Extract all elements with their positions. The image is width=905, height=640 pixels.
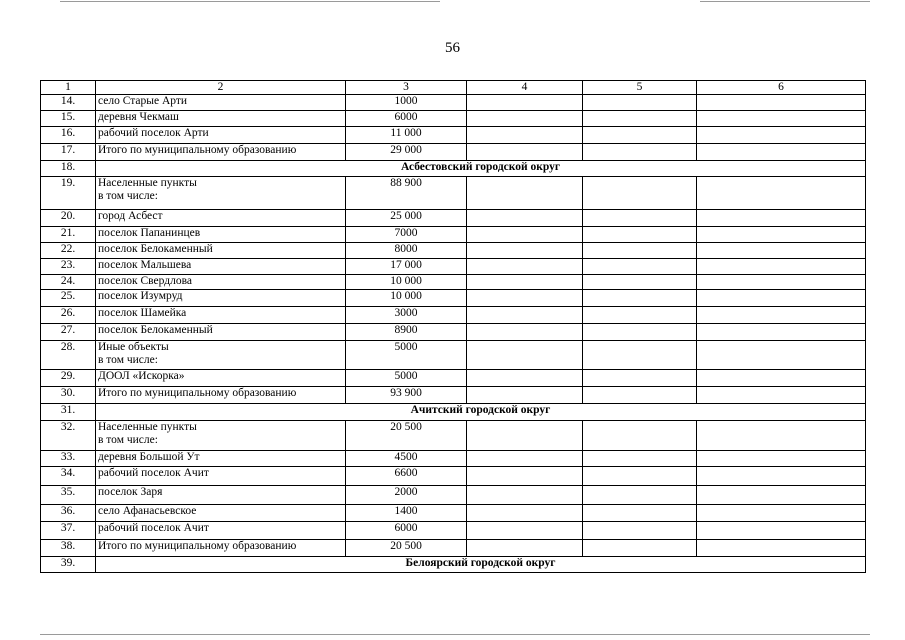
row-name-subline: в том числе:	[98, 434, 158, 446]
row-number: 14.	[41, 95, 96, 111]
row-number: 32.	[41, 421, 96, 451]
row-number: 30.	[41, 387, 96, 404]
row-number: 28.	[41, 341, 96, 370]
row-value: 2000	[346, 486, 467, 505]
row-name-line: поселок Свердлова	[98, 275, 192, 287]
row-value: 1400	[346, 505, 467, 522]
empty-cell-col-5	[583, 259, 697, 275]
row-name-line: село Афанасьевское	[98, 505, 197, 517]
row-value: 20 500	[346, 540, 467, 557]
empty-cell-col-5	[583, 324, 697, 341]
row-name-line: Населенные пункты	[98, 177, 197, 189]
header-col-5: 5	[583, 81, 697, 95]
table-row	[41, 227, 866, 243]
row-number: 22.	[41, 243, 96, 259]
empty-cell-col-4	[467, 486, 583, 505]
row-name-line: поселок Заря	[98, 486, 163, 498]
row-value: 20 500	[346, 421, 467, 451]
row-name	[96, 111, 346, 127]
row-name-line: рабочий поселок Ачит	[98, 467, 209, 479]
row-name	[96, 341, 346, 370]
table-row	[41, 505, 866, 522]
header-col-4: 4	[467, 81, 583, 95]
empty-cell-col-6	[697, 259, 866, 275]
table-row	[41, 324, 866, 341]
row-value: 3000	[346, 307, 467, 324]
row-name-subline: в том числе:	[98, 190, 158, 202]
row-name	[96, 370, 346, 387]
empty-cell-col-5	[583, 421, 697, 451]
table-section-row	[41, 557, 866, 573]
section-title: Белоярский городской округ	[96, 557, 866, 573]
row-name-line: поселок Шамейка	[98, 307, 187, 319]
row-number: 31.	[41, 404, 96, 421]
table-section-row	[41, 161, 866, 177]
row-value: 17 000	[346, 259, 467, 275]
empty-cell-col-5	[583, 177, 697, 210]
row-value: 4500	[346, 451, 467, 467]
row-name	[96, 144, 346, 161]
empty-cell-col-5	[583, 540, 697, 557]
empty-cell-col-6	[697, 290, 866, 307]
row-number: 27.	[41, 324, 96, 341]
row-name	[96, 387, 346, 404]
row-value: 10 000	[346, 275, 467, 290]
row-name-line: Итого по муниципальному образованию	[98, 144, 297, 156]
empty-cell-col-5	[583, 210, 697, 227]
row-name-line: поселок Белокаменный	[98, 243, 213, 255]
empty-cell-col-6	[697, 505, 866, 522]
empty-cell-col-4	[467, 307, 583, 324]
row-number: 21.	[41, 227, 96, 243]
row-value: 8900	[346, 324, 467, 341]
row-name-line: поселок Изумруд	[98, 290, 183, 302]
table-header-row	[41, 81, 866, 95]
empty-cell-col-5	[583, 522, 697, 540]
table-row	[41, 177, 866, 210]
section-title: Ачитский городской округ	[96, 404, 866, 421]
row-name	[96, 467, 346, 486]
empty-cell-col-6	[697, 95, 866, 111]
empty-cell-col-4	[467, 370, 583, 387]
table-body	[41, 81, 866, 573]
empty-cell-col-4	[467, 259, 583, 275]
table-row	[41, 275, 866, 290]
row-name	[96, 522, 346, 540]
empty-cell-col-5	[583, 275, 697, 290]
row-value: 6000	[346, 111, 467, 127]
row-name-line: поселок Мальшева	[98, 259, 192, 271]
scan-edge-top	[60, 1, 440, 2]
empty-cell-col-4	[467, 505, 583, 522]
row-name	[96, 210, 346, 227]
row-name	[96, 307, 346, 324]
empty-cell-col-5	[583, 370, 697, 387]
row-number: 26.	[41, 307, 96, 324]
table-row	[41, 522, 866, 540]
page-number: 56	[445, 40, 460, 56]
row-name	[96, 421, 346, 451]
empty-cell-col-6	[697, 370, 866, 387]
row-number: 25.	[41, 290, 96, 307]
empty-cell-col-4	[467, 540, 583, 557]
empty-cell-col-4	[467, 421, 583, 451]
empty-cell-col-6	[697, 486, 866, 505]
table-row	[41, 259, 866, 275]
empty-cell-col-5	[583, 341, 697, 370]
table-row	[41, 243, 866, 259]
table-row	[41, 307, 866, 324]
header-col-3: 3	[346, 81, 467, 95]
row-name-line: Населенные пункты	[98, 421, 197, 433]
empty-cell-col-6	[697, 387, 866, 404]
row-number: 15.	[41, 111, 96, 127]
empty-cell-col-6	[697, 421, 866, 451]
row-value: 7000	[346, 227, 467, 243]
empty-cell-col-4	[467, 95, 583, 111]
row-name-line: деревня Чекмаш	[98, 111, 179, 123]
empty-cell-col-5	[583, 467, 697, 486]
row-value: 5000	[346, 370, 467, 387]
row-number: 16.	[41, 127, 96, 144]
table-row	[41, 210, 866, 227]
row-name-line: село Старые Арти	[98, 95, 188, 107]
row-name-line: ДООЛ «Искорка»	[98, 370, 185, 382]
section-title: Асбестовский городской округ	[96, 161, 866, 177]
row-number: 18.	[41, 161, 96, 177]
empty-cell-col-6	[697, 540, 866, 557]
empty-cell-col-5	[583, 144, 697, 161]
table-row	[41, 144, 866, 161]
row-name	[96, 451, 346, 467]
table-row	[41, 486, 866, 505]
row-name-line: рабочий поселок Арти	[98, 127, 209, 139]
empty-cell-col-6	[697, 111, 866, 127]
row-number: 38.	[41, 540, 96, 557]
row-number: 36.	[41, 505, 96, 522]
row-name-line: поселок Белокаменный	[98, 324, 213, 336]
row-name	[96, 540, 346, 557]
empty-cell-col-4	[467, 341, 583, 370]
empty-cell-col-6	[697, 307, 866, 324]
empty-cell-col-4	[467, 127, 583, 144]
row-number: 39.	[41, 557, 96, 573]
table-row	[41, 111, 866, 127]
row-name-line: поселок Папанинцев	[98, 227, 201, 239]
row-name-subline: в том числе:	[98, 354, 158, 366]
empty-cell-col-4	[467, 522, 583, 540]
row-value: 8000	[346, 243, 467, 259]
table-row	[41, 370, 866, 387]
row-value: 88 900	[346, 177, 467, 210]
empty-cell-col-6	[697, 210, 866, 227]
row-number: 33.	[41, 451, 96, 467]
header-col-1: 1	[41, 81, 96, 95]
header-col-6: 6	[697, 81, 866, 95]
empty-cell-col-5	[583, 451, 697, 467]
empty-cell-col-5	[583, 290, 697, 307]
empty-cell-col-5	[583, 243, 697, 259]
row-name-line: Итого по муниципальному образованию	[98, 387, 297, 399]
row-number: 19.	[41, 177, 96, 210]
empty-cell-col-6	[697, 127, 866, 144]
row-value: 25 000	[346, 210, 467, 227]
table-row	[41, 341, 866, 370]
table-row	[41, 451, 866, 467]
row-name-line: Итого по муниципальному образованию	[98, 540, 297, 552]
row-name-line: рабочий поселок Ачит	[98, 522, 209, 534]
row-name	[96, 227, 346, 243]
row-number: 35.	[41, 486, 96, 505]
row-value: 93 900	[346, 387, 467, 404]
row-name	[96, 324, 346, 341]
table-row	[41, 387, 866, 404]
row-value: 29 000	[346, 144, 467, 161]
header-col-2: 2	[96, 81, 346, 95]
table-row	[41, 127, 866, 144]
table-section-row	[41, 404, 866, 421]
empty-cell-col-4	[467, 451, 583, 467]
empty-cell-col-4	[467, 290, 583, 307]
row-number: 29.	[41, 370, 96, 387]
empty-cell-col-6	[697, 177, 866, 210]
empty-cell-col-4	[467, 111, 583, 127]
empty-cell-col-5	[583, 505, 697, 522]
empty-cell-col-4	[467, 467, 583, 486]
row-value: 6600	[346, 467, 467, 486]
row-name	[96, 259, 346, 275]
row-name-line: деревня Большой Ут	[98, 451, 200, 463]
row-number: 34.	[41, 467, 96, 486]
empty-cell-col-6	[697, 144, 866, 161]
empty-cell-col-4	[467, 177, 583, 210]
scan-edge-bottom	[40, 634, 870, 635]
empty-cell-col-4	[467, 324, 583, 341]
empty-cell-col-4	[467, 243, 583, 259]
row-value: 6000	[346, 522, 467, 540]
row-name	[96, 505, 346, 522]
empty-cell-col-4	[467, 275, 583, 290]
table-row	[41, 540, 866, 557]
empty-cell-col-6	[697, 522, 866, 540]
row-number: 17.	[41, 144, 96, 161]
empty-cell-col-5	[583, 486, 697, 505]
scan-edge-top-right	[700, 1, 870, 2]
table-row	[41, 290, 866, 307]
empty-cell-col-5	[583, 307, 697, 324]
row-number: 37.	[41, 522, 96, 540]
empty-cell-col-6	[697, 324, 866, 341]
empty-cell-col-5	[583, 111, 697, 127]
row-value: 11 000	[346, 127, 467, 144]
row-name	[96, 95, 346, 111]
row-name-line: Иные объекты	[98, 341, 169, 353]
row-name	[96, 486, 346, 505]
empty-cell-col-6	[697, 451, 866, 467]
empty-cell-col-5	[583, 95, 697, 111]
empty-cell-col-5	[583, 127, 697, 144]
empty-cell-col-6	[697, 341, 866, 370]
empty-cell-col-5	[583, 227, 697, 243]
document-table	[40, 80, 866, 573]
row-name-line: город Асбест	[98, 210, 163, 222]
empty-cell-col-4	[467, 227, 583, 243]
row-value: 5000	[346, 341, 467, 370]
row-name	[96, 290, 346, 307]
empty-cell-col-4	[467, 144, 583, 161]
table-row	[41, 467, 866, 486]
row-name	[96, 177, 346, 210]
table-row	[41, 95, 866, 111]
row-name	[96, 275, 346, 290]
row-number: 20.	[41, 210, 96, 227]
row-name	[96, 127, 346, 144]
empty-cell-col-5	[583, 387, 697, 404]
empty-cell-col-4	[467, 210, 583, 227]
empty-cell-col-6	[697, 467, 866, 486]
row-number: 23.	[41, 259, 96, 275]
row-value: 10 000	[346, 290, 467, 307]
table-row	[41, 421, 866, 451]
empty-cell-col-6	[697, 227, 866, 243]
row-name	[96, 243, 346, 259]
empty-cell-col-6	[697, 275, 866, 290]
row-value: 1000	[346, 95, 467, 111]
empty-cell-col-6	[697, 243, 866, 259]
row-number: 24.	[41, 275, 96, 290]
empty-cell-col-4	[467, 387, 583, 404]
